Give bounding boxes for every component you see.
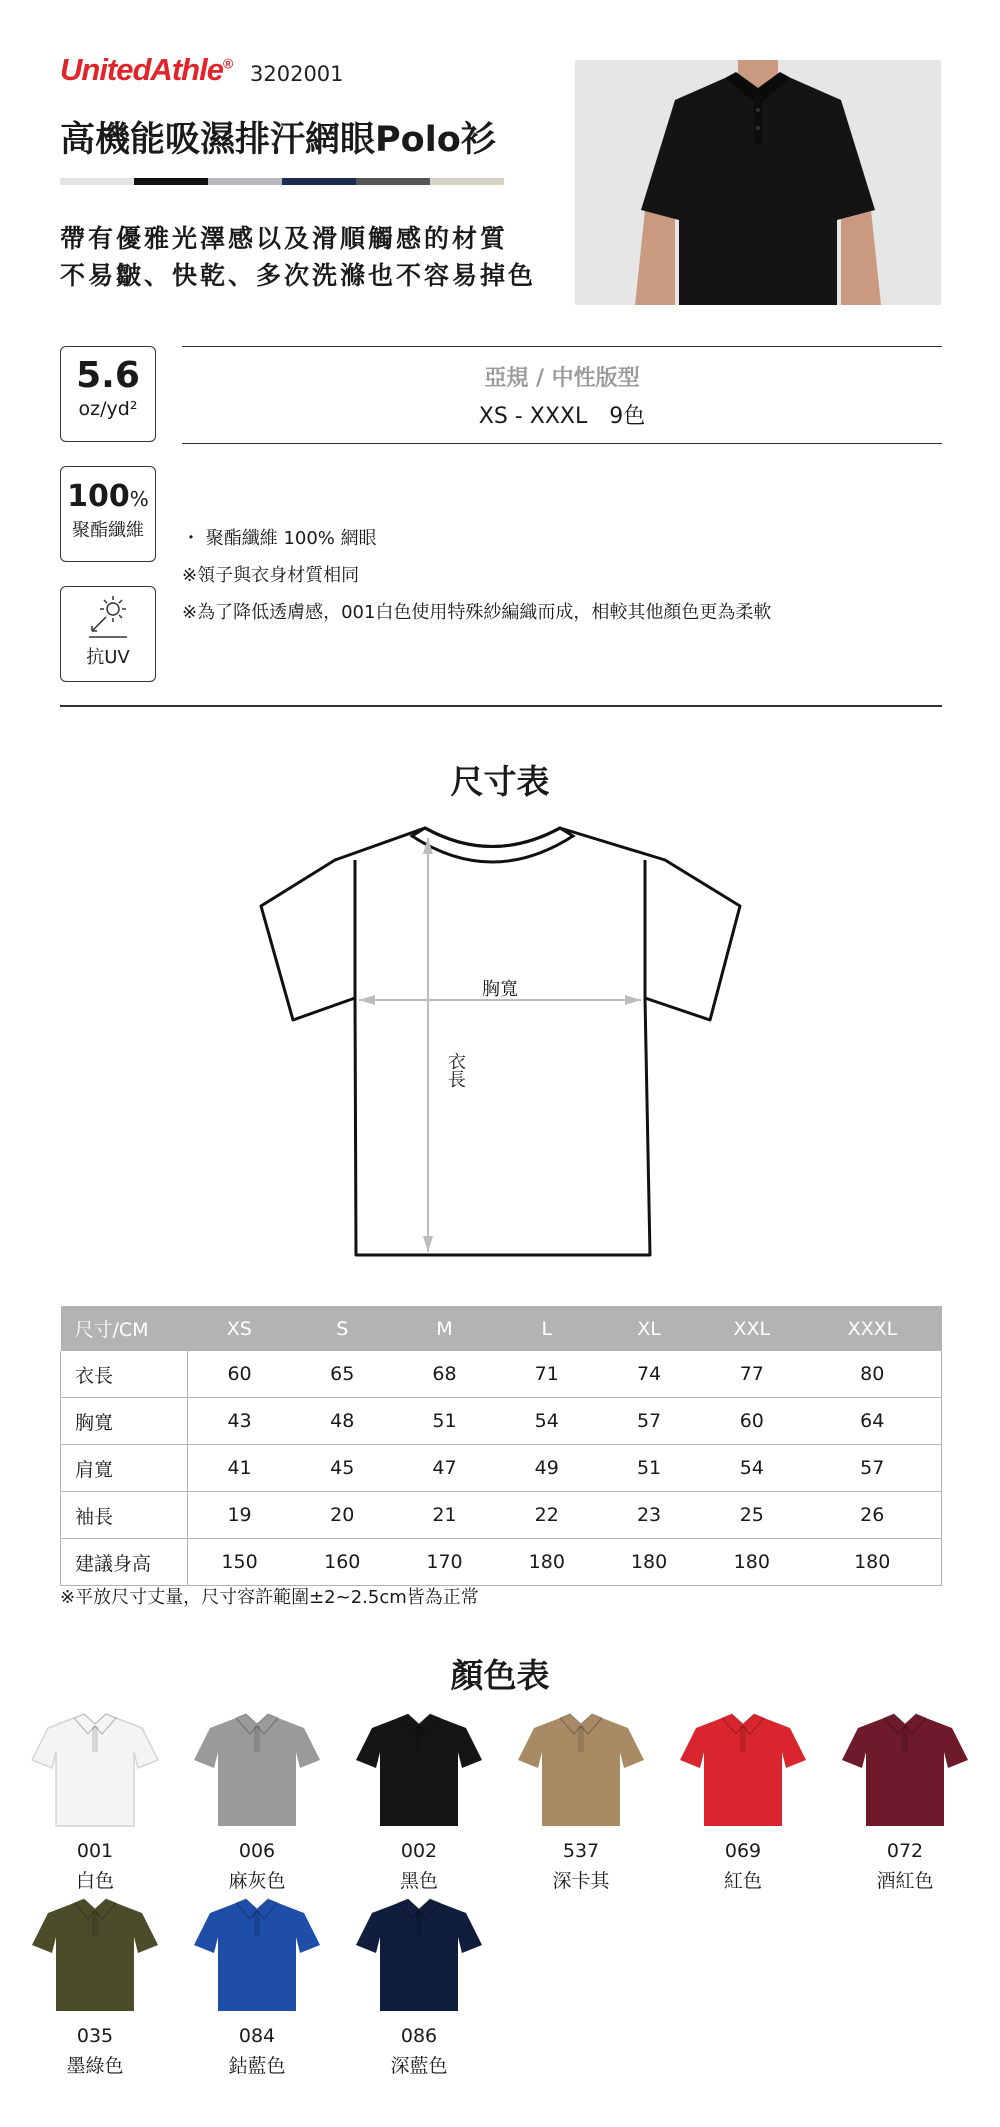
table-cell: 51 <box>598 1445 700 1492</box>
color-code: 537 <box>562 1840 600 1862</box>
color-code: 001 <box>76 1840 114 1862</box>
color-strip-segment <box>282 178 356 185</box>
color-name: 白色 <box>75 1870 114 1892</box>
polo-shirt-icon <box>678 1712 808 1830</box>
table-cell: 21 <box>393 1492 495 1539</box>
color-code: 086 <box>400 2025 438 2047</box>
table-cell: 77 <box>700 1351 803 1398</box>
row-label: 衣長 <box>61 1351 188 1398</box>
table-cell: 48 <box>291 1398 393 1445</box>
color-code: 035 <box>76 2025 114 2047</box>
table-cell: 20 <box>291 1492 393 1539</box>
fabric-weight-unit: oz/yd² <box>78 398 138 420</box>
polo-shirt-icon <box>354 1712 484 1830</box>
table-cell: 54 <box>496 1398 598 1445</box>
table-cell: 74 <box>598 1351 700 1398</box>
row-label: 肩寬 <box>61 1445 188 1492</box>
size-table <box>60 1306 942 1586</box>
header-cell: M <box>393 1306 495 1351</box>
fabric-weight-value: 5.6 <box>76 355 140 396</box>
color-name: 鈷藍色 <box>228 2055 286 2077</box>
header-cell: XS <box>188 1306 292 1351</box>
product-photo <box>575 60 941 305</box>
polo-shirt-icon <box>840 1712 970 1830</box>
material-note: ・ 聚酯纖維 100% 網眼 <box>182 528 377 549</box>
fabric-weight-badge <box>60 346 156 442</box>
table-cell: 60 <box>188 1351 292 1398</box>
material-percent-sign: % <box>129 487 149 511</box>
color-strip-segment <box>134 178 208 185</box>
fit-label: 亞規 / 中性版型 <box>484 366 640 391</box>
table-cell: 170 <box>393 1539 495 1586</box>
product-title: 高機能吸濕排汗網眼Polo衫 <box>60 120 496 160</box>
table-cell: 60 <box>700 1398 803 1445</box>
white-color-note: ※為了降低透膚感，001白色使用特殊紗編織而成，相較其他顏色更為柔軟 <box>182 602 772 623</box>
row-label: 袖長 <box>61 1492 188 1539</box>
color-swatch-item[interactable] <box>506 1712 656 1893</box>
table-row <box>61 1351 942 1398</box>
size-chart-note: ※平放尺寸丈量，尺寸容許範圍±2~2.5cm皆為正常 <box>60 1587 479 1608</box>
color-strip-segment <box>430 178 504 185</box>
polo-shirt-icon <box>354 1897 484 2015</box>
fit-info-box <box>182 346 942 444</box>
table-cell: 26 <box>803 1492 941 1539</box>
section-divider <box>60 705 942 707</box>
table-cell: 57 <box>598 1398 700 1445</box>
uv-label: 抗UV <box>86 647 130 668</box>
color-code: 002 <box>400 1840 438 1862</box>
table-cell: 19 <box>188 1492 292 1539</box>
header-cell: 尺寸/CM <box>61 1306 188 1351</box>
table-cell: 45 <box>291 1445 393 1492</box>
table-cell: 25 <box>700 1492 803 1539</box>
table-cell: 160 <box>291 1539 393 1586</box>
polo-shirt-icon <box>30 1712 160 1830</box>
color-swatch-item[interactable] <box>182 1897 332 2078</box>
size-chart-title: 尺寸表 <box>450 762 550 801</box>
product-code: 3202001 <box>250 62 344 86</box>
header-cell: L <box>496 1306 598 1351</box>
table-cell: 64 <box>803 1398 941 1445</box>
collar-note: ※領子與衣身材質相同 <box>182 565 360 586</box>
tshirt-diagram <box>255 820 755 1270</box>
table-cell: 80 <box>803 1351 941 1398</box>
table-cell: 43 <box>188 1398 292 1445</box>
tagline-2: 不易皺、快乾、多次洗滌也不容易掉色 <box>60 261 537 290</box>
color-swatch-item[interactable] <box>20 1897 170 2078</box>
table-row <box>61 1492 942 1539</box>
color-name: 深卡其 <box>552 1870 610 1892</box>
color-strip <box>60 178 504 185</box>
size-table-header <box>61 1306 942 1351</box>
brand-logo: UnitedAthle® <box>60 52 233 87</box>
registered-mark: ® <box>222 55 233 72</box>
header-cell: S <box>291 1306 393 1351</box>
color-code: 006 <box>238 1840 276 1862</box>
color-strip-segment <box>60 178 134 185</box>
table-cell: 41 <box>188 1445 292 1492</box>
uv-badge <box>60 586 156 682</box>
polo-shirt-icon <box>516 1712 646 1830</box>
color-swatch-item[interactable] <box>344 1897 494 2078</box>
table-cell: 22 <box>496 1492 598 1539</box>
size-range: XS - XXXL 9色 <box>478 404 646 429</box>
header-cell: XXL <box>700 1306 803 1351</box>
length-label: 衣長 <box>445 1052 466 1088</box>
header-cell: XXXL <box>803 1306 941 1351</box>
material-percent: 100 <box>67 479 130 514</box>
row-label: 胸寬 <box>61 1398 188 1445</box>
color-swatch-item[interactable] <box>830 1712 980 1893</box>
table-cell: 23 <box>598 1492 700 1539</box>
color-code: 069 <box>724 1840 762 1862</box>
table-cell: 180 <box>803 1539 941 1586</box>
chest-label: 胸寬 <box>482 979 518 1000</box>
color-code: 072 <box>886 1840 924 1862</box>
table-cell: 54 <box>700 1445 803 1492</box>
table-row <box>61 1445 942 1492</box>
polo-shirt-icon <box>192 1712 322 1830</box>
polo-shirt-icon <box>192 1897 322 2015</box>
header-cell: XL <box>598 1306 700 1351</box>
material-label: 聚酯纖維 <box>72 520 144 541</box>
polo-shirt-icon <box>30 1897 160 2015</box>
material-badge <box>60 466 156 562</box>
tagline-1: 帶有優雅光澤感以及滑順觸感的材質 <box>60 224 509 253</box>
row-label: 建議身高 <box>61 1539 188 1586</box>
color-strip-segment <box>208 178 282 185</box>
table-cell: 180 <box>700 1539 803 1586</box>
color-name: 黑色 <box>399 1870 438 1892</box>
table-cell: 71 <box>496 1351 598 1398</box>
color-name: 麻灰色 <box>228 1870 286 1892</box>
color-swatch-item[interactable] <box>182 1712 332 1893</box>
table-cell: 47 <box>393 1445 495 1492</box>
table-row <box>61 1539 942 1586</box>
table-cell: 51 <box>393 1398 495 1445</box>
color-swatch-item[interactable] <box>344 1712 494 1893</box>
color-name: 墨綠色 <box>66 2055 124 2077</box>
table-cell: 49 <box>496 1445 598 1492</box>
color-chart-title: 顏色表 <box>450 1656 550 1695</box>
table-cell: 150 <box>188 1539 292 1586</box>
color-name: 酒紅色 <box>876 1870 934 1892</box>
color-swatch-item[interactable] <box>668 1712 818 1893</box>
table-cell: 180 <box>598 1539 700 1586</box>
table-cell: 57 <box>803 1445 941 1492</box>
color-swatch-item[interactable] <box>20 1712 170 1893</box>
sun-uv-icon <box>83 593 133 641</box>
color-name: 深藍色 <box>390 2055 448 2077</box>
color-strip-segment <box>356 178 430 185</box>
table-cell: 180 <box>496 1539 598 1586</box>
table-cell: 65 <box>291 1351 393 1398</box>
color-code: 084 <box>238 2025 276 2047</box>
tshirt-outline <box>261 828 740 1255</box>
table-row <box>61 1398 942 1445</box>
color-name: 紅色 <box>723 1870 762 1892</box>
table-cell: 68 <box>393 1351 495 1398</box>
